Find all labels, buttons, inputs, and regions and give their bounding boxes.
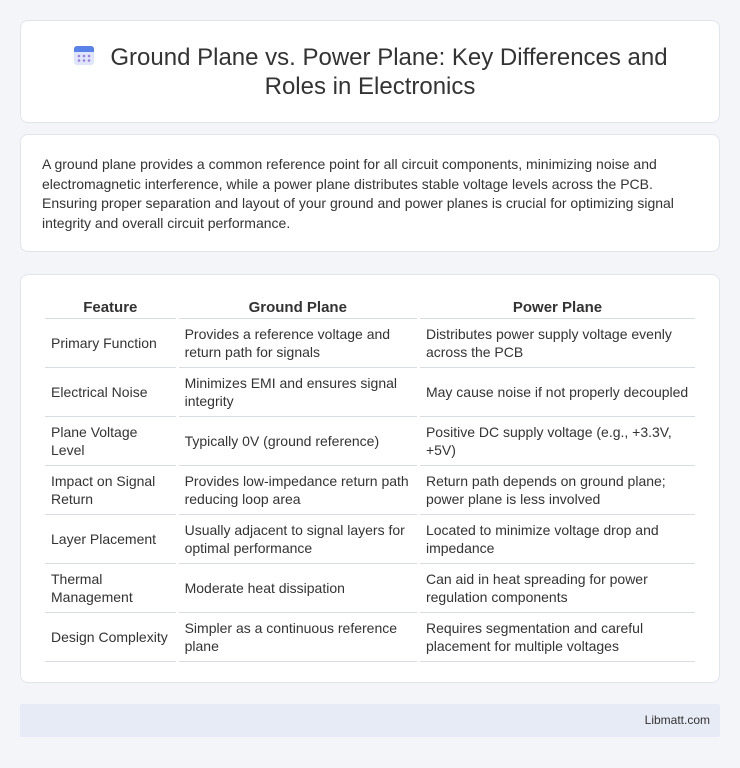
- page-title: Ground Plane vs. Power Plane: Key Differences and Roles in Electronics: [110, 44, 668, 100]
- table-row: [45, 515, 695, 564]
- power-plane-cell: Positive DC supply voltage (e.g., +3.3V, +5V): [420, 417, 695, 466]
- power-plane-cell: May cause noise if not properly decoupled: [420, 368, 695, 417]
- table-row: [45, 417, 695, 466]
- feature-cell: Thermal Management: [45, 564, 176, 613]
- page-title-container: [21, 43, 719, 101]
- power-plane-cell: Located to minimize voltage drop and impedance: [420, 515, 695, 564]
- feature-cell: Design Complexity: [45, 613, 176, 662]
- table-row: [45, 466, 695, 515]
- header-power-plane: Power Plane: [420, 297, 695, 319]
- feature-cell: Electrical Noise: [45, 368, 176, 417]
- table-row: [45, 368, 695, 417]
- footer-brand-link[interactable]: Libmatt.com: [644, 713, 710, 727]
- ground-plane-cell: Moderate heat dissipation: [179, 564, 417, 613]
- power-plane-cell: Can aid in heat spreading for power regulation components: [420, 564, 695, 613]
- title-card: [20, 20, 720, 123]
- feature-cell: Primary Function: [45, 319, 176, 368]
- calendar-icon: [72, 43, 96, 67]
- feature-cell: Impact on Signal Return: [45, 466, 176, 515]
- header-ground-plane: Ground Plane: [179, 297, 417, 319]
- feature-cell: Layer Placement: [45, 515, 176, 564]
- intro-card: [20, 134, 720, 252]
- ground-plane-cell: Provides low-impedance return path reducing loop area: [179, 466, 417, 515]
- ground-plane-cell: Usually adjacent to signal layers for optimal performance: [179, 515, 417, 564]
- ground-plane-cell: Simpler as a continuous reference plane: [179, 613, 417, 662]
- feature-cell: Plane Voltage Level: [45, 417, 176, 466]
- comparison-table: [42, 297, 698, 662]
- ground-plane-cell: Minimizes EMI and ensures signal integrity: [179, 368, 417, 417]
- ground-plane-cell: Typically 0V (ground reference): [179, 417, 417, 466]
- ground-plane-cell: Provides a reference voltage and return path for signals: [179, 319, 417, 368]
- footer-bar: [20, 704, 720, 737]
- table-row: [45, 564, 695, 613]
- power-plane-cell: Requires segmentation and careful placement for multiple voltages: [420, 613, 695, 662]
- intro-paragraph: A ground plane provides a common reference point for all circuit components, minimizing noise and electromagnetic interference, while a power plane distributes stable voltage levels across the PCB. Ensuring proper separation and layout of your ground and power planes is crucial for optimizing signal integrity and overall circuit performance.: [42, 156, 674, 231]
- power-plane-cell: Return path depends on ground plane; power plane is less involved: [420, 466, 695, 515]
- table-row: [45, 613, 695, 662]
- comparison-card: [20, 274, 720, 683]
- power-plane-cell: Distributes power supply voltage evenly across the PCB: [420, 319, 695, 368]
- table-header-row: [45, 297, 695, 319]
- table-row: [45, 319, 695, 368]
- header-feature: Feature: [45, 297, 176, 319]
